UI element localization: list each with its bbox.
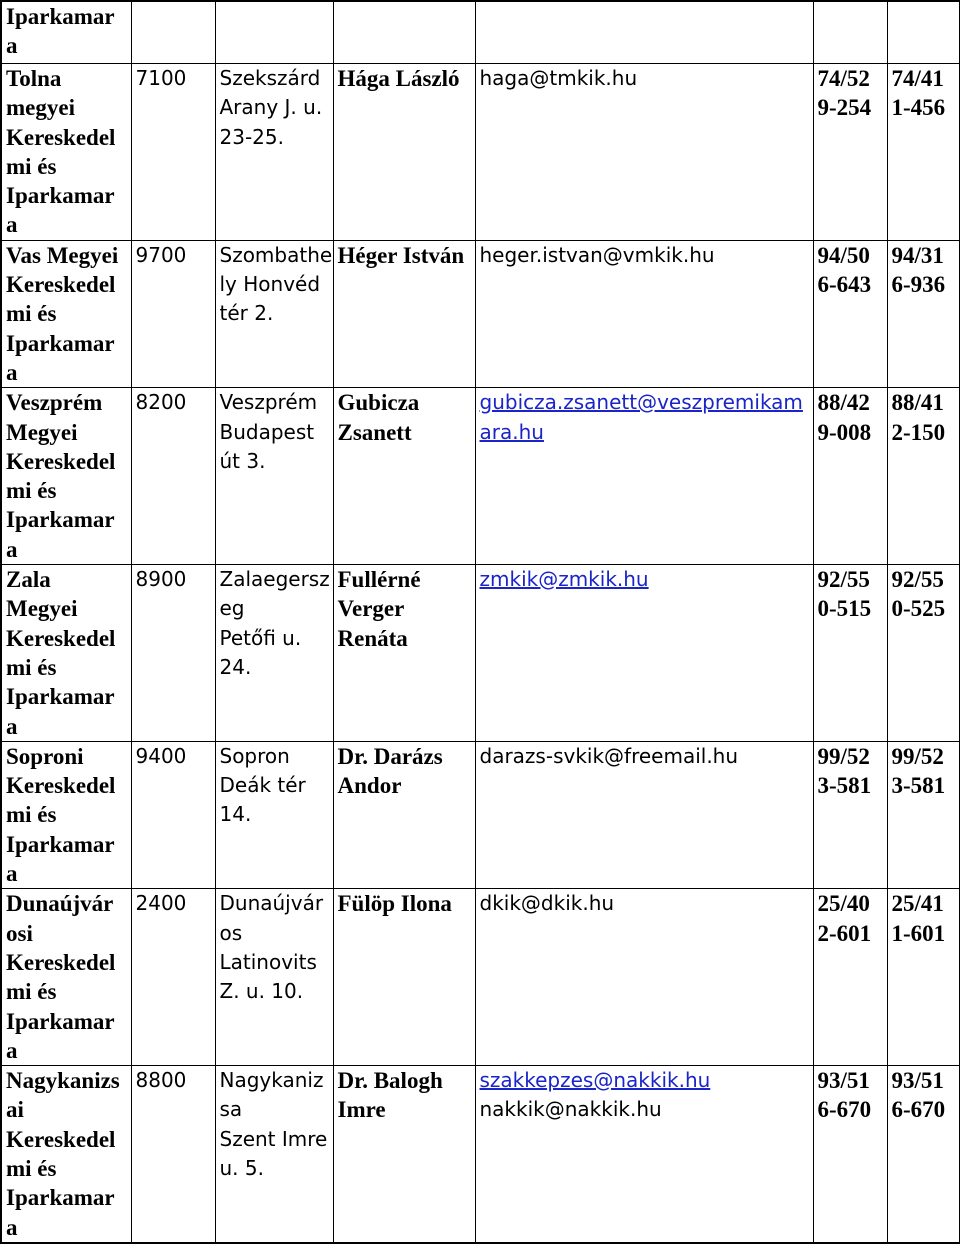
- fax-number-line: 1-601: [891, 920, 946, 946]
- address-cell: [215, 388, 333, 565]
- phone-number-line: 6-670: [817, 1097, 872, 1123]
- contact-name-line: Dr. Darázs: [337, 743, 443, 769]
- address-cell: [215, 240, 333, 387]
- phone-cell: [813, 64, 887, 241]
- phone-number-line: 2-601: [817, 920, 872, 946]
- chamber-name-line: mi és: [6, 1155, 57, 1181]
- zip-code: 2400: [135, 891, 187, 916]
- address-line: Latinovits: [219, 949, 317, 974]
- phone-cell: [813, 741, 887, 888]
- chamber-name-line: Veszprém: [6, 390, 103, 416]
- address-cell: [215, 64, 333, 241]
- zip-code: 8900: [135, 567, 187, 592]
- table-row: [1, 741, 960, 888]
- contact-name-line: Dr. Balogh: [337, 1068, 443, 1094]
- zip-code: 7100: [135, 66, 187, 90]
- chamber-name-line: mi és: [6, 153, 57, 179]
- zip-code: 8800: [135, 1068, 187, 1093]
- phone-number-line: 94/50: [817, 242, 870, 268]
- phone-cell: [813, 889, 887, 1066]
- table-row: [1, 889, 960, 1066]
- contact-cell: [333, 741, 475, 888]
- table-row-partial: [1, 1, 960, 64]
- chamber-name-cell: [1, 565, 131, 742]
- table-row: [1, 565, 960, 742]
- address-line: sa: [219, 1097, 243, 1122]
- chamber-name-line: Megyei: [6, 419, 78, 445]
- phone-number-line: 9-254: [817, 95, 872, 121]
- fax-cell: [887, 889, 960, 1066]
- email-address: dkik@dkik.hu: [479, 891, 615, 916]
- address-line: Nagykaniz: [219, 1068, 324, 1093]
- chamber-name-line: Iparkamar: [6, 183, 115, 209]
- chamber-name-line: mi és: [6, 301, 57, 327]
- contact-cell: [333, 64, 475, 241]
- fax-number-line: 2-150: [891, 419, 946, 445]
- chamber-name-cell: [1, 889, 131, 1066]
- address-line: Z. u. 10.: [219, 979, 304, 1004]
- phone-number-line: 88/42: [817, 390, 870, 416]
- chamber-name-line: Kereskedel: [6, 949, 116, 975]
- fax-number-line: 92/55: [891, 567, 944, 593]
- chamber-name-line: mi és: [6, 478, 57, 504]
- chamber-name-line: Iparkamar: [6, 831, 115, 857]
- phone-number-line: 74/52: [817, 66, 870, 91]
- address-line: eg: [219, 596, 245, 621]
- phone-number-line: 25/40: [817, 891, 870, 917]
- email-cell: [475, 565, 813, 742]
- fax-cell: [887, 240, 960, 387]
- fax-number-line: 93/51: [891, 1068, 944, 1094]
- table-row: [1, 1066, 960, 1243]
- fax-number-line: 6-936: [891, 272, 946, 298]
- chamber-name-line: a: [6, 359, 18, 385]
- chamber-name-line: mi és: [6, 979, 57, 1005]
- address-line: Dunaújvár: [219, 891, 324, 916]
- email-cell: [475, 1066, 813, 1243]
- chamber-name-line: Iparkamar: [6, 4, 115, 29]
- fax-number-line: 25/41: [891, 891, 944, 917]
- email-cell: [475, 741, 813, 888]
- chamber-name-cell: [1, 64, 131, 241]
- contact-name-line: Andor: [337, 773, 402, 799]
- contact-name-line: Imre: [337, 1097, 386, 1123]
- zip-cell: [131, 64, 215, 241]
- chamber-name-line: Iparkamar: [6, 684, 115, 710]
- phone-cell: [813, 565, 887, 742]
- address-line: Szombathe: [219, 242, 333, 267]
- chamber-name-line: Soproni: [6, 743, 84, 769]
- chamber-name-cell: [1, 741, 131, 888]
- email-cell: [475, 64, 813, 241]
- chamber-name-line: a: [6, 536, 18, 562]
- address-line: Szekszárd: [219, 66, 321, 90]
- chamber-name-line: osi: [6, 920, 33, 946]
- chamber-name-line: Dunaújvár: [6, 891, 114, 917]
- chamber-name-line: Tolna: [6, 66, 62, 91]
- zip-cell: [131, 240, 215, 387]
- chamber-name-line: megyei: [6, 95, 75, 121]
- chamber-name-line: Kereskedel: [6, 625, 116, 651]
- chamber-name-line: Kereskedel: [6, 448, 116, 474]
- contact-name-line: Gubicza: [337, 390, 420, 416]
- address-line: u. 5.: [219, 1155, 264, 1180]
- address-line: 23-25.: [219, 124, 284, 149]
- fax-cell: [887, 64, 960, 241]
- fax-number-line: 88/41: [891, 390, 944, 416]
- phone-number-line: 99/52: [817, 743, 870, 769]
- address-line: os: [219, 920, 243, 945]
- chamber-name-line: Iparkamar: [6, 507, 115, 533]
- zip-code: 9700: [135, 242, 187, 267]
- phone-number-line: 9-008: [817, 419, 872, 445]
- chamber-name-line: Megyei: [6, 596, 78, 622]
- chamber-name-line: Iparkamar: [6, 330, 115, 356]
- fax-cell: [887, 1, 960, 64]
- chamber-name-line: a: [6, 33, 18, 59]
- address-cell: [215, 1, 333, 64]
- email-cell: [475, 240, 813, 387]
- address-cell: [215, 1066, 333, 1243]
- email-cell: [475, 889, 813, 1066]
- contact-cell: [333, 1, 475, 64]
- fax-number-line: 0-525: [891, 596, 946, 622]
- address-line: Szent Imre: [219, 1126, 328, 1151]
- address-line: út 3.: [219, 448, 266, 473]
- phone-number-line: 92/55: [817, 567, 870, 593]
- phone-cell: [813, 388, 887, 565]
- address-line: Veszprém: [219, 390, 318, 415]
- email-link[interactable]: szakkepzes@nakkik.hu: [479, 1068, 711, 1093]
- zip-cell: [131, 741, 215, 888]
- email-cell: [475, 1, 813, 64]
- address-line: 14.: [219, 802, 252, 827]
- email-link[interactable]: ara.hu: [479, 419, 544, 444]
- contact-cell: [333, 1066, 475, 1243]
- chamber-name-line: Kereskedel: [6, 272, 116, 298]
- contact-name-line: Fullérné: [337, 567, 421, 593]
- chamber-name-line: ai: [6, 1097, 24, 1123]
- phone-number-line: 3-581: [817, 773, 872, 799]
- chamber-name-line: Kereskedel: [6, 1126, 116, 1152]
- contact-cell: [333, 565, 475, 742]
- chamber-name-line: Iparkamar: [6, 1185, 115, 1211]
- contact-name-line: Renáta: [337, 625, 408, 651]
- contact-name-line: Héger István: [337, 242, 465, 268]
- address-line: Deák tér: [219, 773, 306, 798]
- phone-cell: [813, 1066, 887, 1243]
- zip-cell: [131, 1066, 215, 1243]
- fax-cell: [887, 388, 960, 565]
- zip-cell: [131, 1, 215, 64]
- chamber-name-line: a: [6, 713, 18, 739]
- fax-cell: [887, 565, 960, 742]
- email-address: darazs-svkik@freemail.hu: [479, 743, 739, 768]
- email-address: nakkik@nakkik.hu: [479, 1097, 662, 1122]
- chamber-name-line: a: [6, 861, 18, 887]
- zip-cell: [131, 565, 215, 742]
- contact-cell: [333, 240, 475, 387]
- table-row: [1, 64, 960, 241]
- phone-cell: [813, 240, 887, 387]
- fax-number-line: 74/41: [891, 66, 944, 91]
- table-row: [1, 240, 960, 387]
- address-line: Petőfi u.: [219, 625, 302, 650]
- address-line: Budapest: [219, 419, 315, 444]
- chamber-name-line: a: [6, 1214, 18, 1240]
- address-line: Sopron: [219, 743, 290, 768]
- chamber-name-line: Kereskedel: [6, 124, 116, 150]
- chamber-name-line: mi és: [6, 802, 57, 828]
- chamber-name-line: a: [6, 212, 18, 238]
- email-link[interactable]: gubicza.zsanett@veszpremikam: [479, 390, 803, 415]
- address-cell: [215, 889, 333, 1066]
- contact-cell: [333, 388, 475, 565]
- chamber-name-line: Kereskedel: [6, 773, 116, 799]
- chamber-name-line: Zala: [6, 567, 51, 593]
- chamber-name-line: a: [6, 1037, 18, 1063]
- email-address: haga@tmkik.hu: [479, 66, 638, 90]
- contact-name-line: Fülöp Ilona: [337, 891, 452, 917]
- contact-name-line: Verger: [337, 596, 405, 622]
- address-line: tér 2.: [219, 301, 274, 326]
- address-cell: [215, 741, 333, 888]
- zip-cell: [131, 388, 215, 565]
- contact-cell: [333, 889, 475, 1066]
- email-link[interactable]: zmkik@zmkik.hu: [479, 567, 649, 592]
- chamber-name-line: mi és: [6, 654, 57, 680]
- zip-code: 9400: [135, 743, 187, 768]
- fax-number-line: 3-581: [891, 773, 946, 799]
- fax-cell: [887, 741, 960, 888]
- phone-number-line: 93/51: [817, 1068, 870, 1094]
- fax-cell: [887, 1066, 960, 1243]
- fax-number-line: 6-670: [891, 1097, 946, 1123]
- phone-number-line: 0-515: [817, 596, 872, 622]
- email-cell: [475, 388, 813, 565]
- zip-code: 8200: [135, 390, 187, 415]
- zip-cell: [131, 889, 215, 1066]
- address-line: 24.: [219, 654, 252, 679]
- phone-number-line: 6-643: [817, 272, 872, 298]
- chamber-name-line: Nagykanizs: [6, 1068, 120, 1094]
- fax-number-line: 99/52: [891, 743, 944, 769]
- contact-name-line: Hága László: [337, 66, 460, 91]
- chamber-name-cell: [1, 388, 131, 565]
- address-line: ly Honvéd: [219, 272, 321, 297]
- address-cell: [215, 565, 333, 742]
- table-row: [1, 388, 960, 565]
- chamber-name-line: Vas Megyei: [6, 242, 119, 268]
- contact-name-line: Zsanett: [337, 419, 412, 445]
- phone-cell: [813, 1, 887, 64]
- chamber-name-line: Iparkamar: [6, 1008, 115, 1034]
- chamber-name-cell: [1, 1, 131, 64]
- address-line: Zalaegersz: [219, 567, 330, 592]
- fax-number-line: 1-456: [891, 95, 946, 121]
- address-line: Arany J. u.: [219, 95, 323, 120]
- chamber-name-cell: [1, 240, 131, 387]
- email-address: heger.istvan@vmkik.hu: [479, 242, 715, 267]
- fax-number-line: 94/31: [891, 242, 944, 268]
- chamber-name-cell: [1, 1066, 131, 1243]
